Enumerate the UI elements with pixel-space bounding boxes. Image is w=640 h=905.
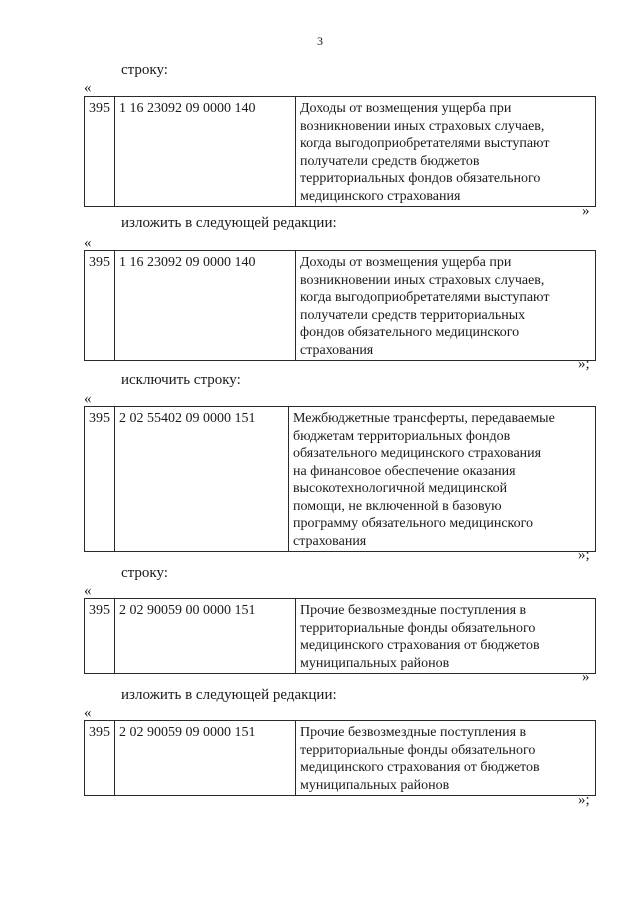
instruction-text: изложить в следующей редакции:: [121, 215, 337, 231]
budget-table: [84, 406, 596, 552]
instruction-text: строку:: [121, 62, 168, 78]
close-quote: »;: [578, 792, 590, 808]
description-line: медицинского страхования от бюджетов: [300, 760, 540, 775]
cell-description: [296, 251, 596, 361]
instruction-text: изложить в следующей редакции:: [121, 687, 337, 703]
cell-kbk: 1 16 23092 09 0000 140: [115, 251, 296, 361]
description-line: Доходы от возмещения ущерба при: [300, 255, 512, 270]
open-quote: «: [84, 391, 92, 407]
table-row: [85, 721, 596, 796]
description-line: муниципальных районов: [300, 655, 450, 671]
cell-description: [296, 599, 596, 674]
description-line: когда выгодоприобретателями выступают: [300, 290, 550, 305]
budget-table: [84, 250, 596, 361]
description-line: обязательного медицинского страхования: [293, 446, 542, 461]
cell-kbk: 2 02 90059 09 0000 151: [115, 721, 296, 796]
description-line: бюджетам территориальных фондов: [293, 428, 511, 444]
description-line: помощи, не включенной в базовую: [293, 498, 502, 514]
open-quote: «: [84, 235, 92, 251]
description-line: Межбюджетные трансферты, передаваемые: [293, 411, 555, 426]
budget-table: [84, 598, 596, 674]
description-line: Доходы от возмещения ущерба при: [300, 101, 512, 116]
open-quote: «: [84, 80, 92, 96]
table-row: [85, 407, 596, 552]
table-row: [85, 599, 596, 674]
description-line: получатели средств бюджетов: [300, 153, 480, 169]
cell-code: 395: [85, 251, 115, 361]
close-quote: »;: [578, 356, 590, 372]
close-quote: »: [582, 203, 590, 219]
description-line: Прочие безвозмездные поступления в: [300, 603, 527, 618]
page-number: 3: [317, 34, 323, 48]
table-row: [85, 251, 596, 361]
description-line: фондов обязательного медицинского: [300, 325, 520, 340]
description-line: медицинского страхования от бюджетов: [300, 638, 540, 653]
description-line: территориальные фонды обязательного: [300, 742, 536, 758]
description-line: получатели средств территориальных: [300, 307, 526, 323]
description-line: высокотехнологичной медицинской: [293, 481, 508, 496]
cell-code: 395: [85, 407, 115, 552]
cell-code: 395: [85, 721, 115, 796]
description-line: программу обязательного медицинского: [293, 516, 534, 531]
description-line: страхования: [293, 533, 367, 549]
table-row: [85, 97, 596, 207]
cell-kbk: 2 02 55402 09 0000 151: [115, 407, 289, 552]
description-line: возникновении иных страховых случаев,: [300, 118, 545, 134]
cell-code: 395: [85, 97, 115, 207]
instruction-text: исключить строку:: [121, 372, 241, 388]
cell-kbk: 2 02 90059 00 0000 151: [115, 599, 296, 674]
cell-code: 395: [85, 599, 115, 674]
cell-description: [289, 407, 596, 552]
cell-kbk: 1 16 23092 09 0000 140: [115, 97, 296, 207]
description-line: когда выгодоприобретателями выступают: [300, 136, 550, 151]
description-line: территориальных фондов обязательного: [300, 171, 541, 186]
open-quote: «: [84, 583, 92, 599]
close-quote: »: [582, 669, 590, 685]
description-line: страхования: [300, 342, 374, 358]
open-quote: «: [84, 705, 92, 721]
budget-table: [84, 96, 596, 207]
instruction-text: строку:: [121, 565, 168, 581]
close-quote: »;: [578, 547, 590, 563]
description-line: территориальные фонды обязательного: [300, 620, 536, 636]
budget-table: [84, 720, 596, 796]
description-line: на финансовое обеспечение оказания: [293, 463, 516, 479]
description-line: возникновении иных страховых случаев,: [300, 272, 545, 288]
description-line: медицинского страхования: [300, 188, 461, 204]
description-line: Прочие безвозмездные поступления в: [300, 725, 527, 740]
cell-description: [296, 97, 596, 207]
cell-description: [296, 721, 596, 796]
description-line: муниципальных районов: [300, 777, 450, 793]
